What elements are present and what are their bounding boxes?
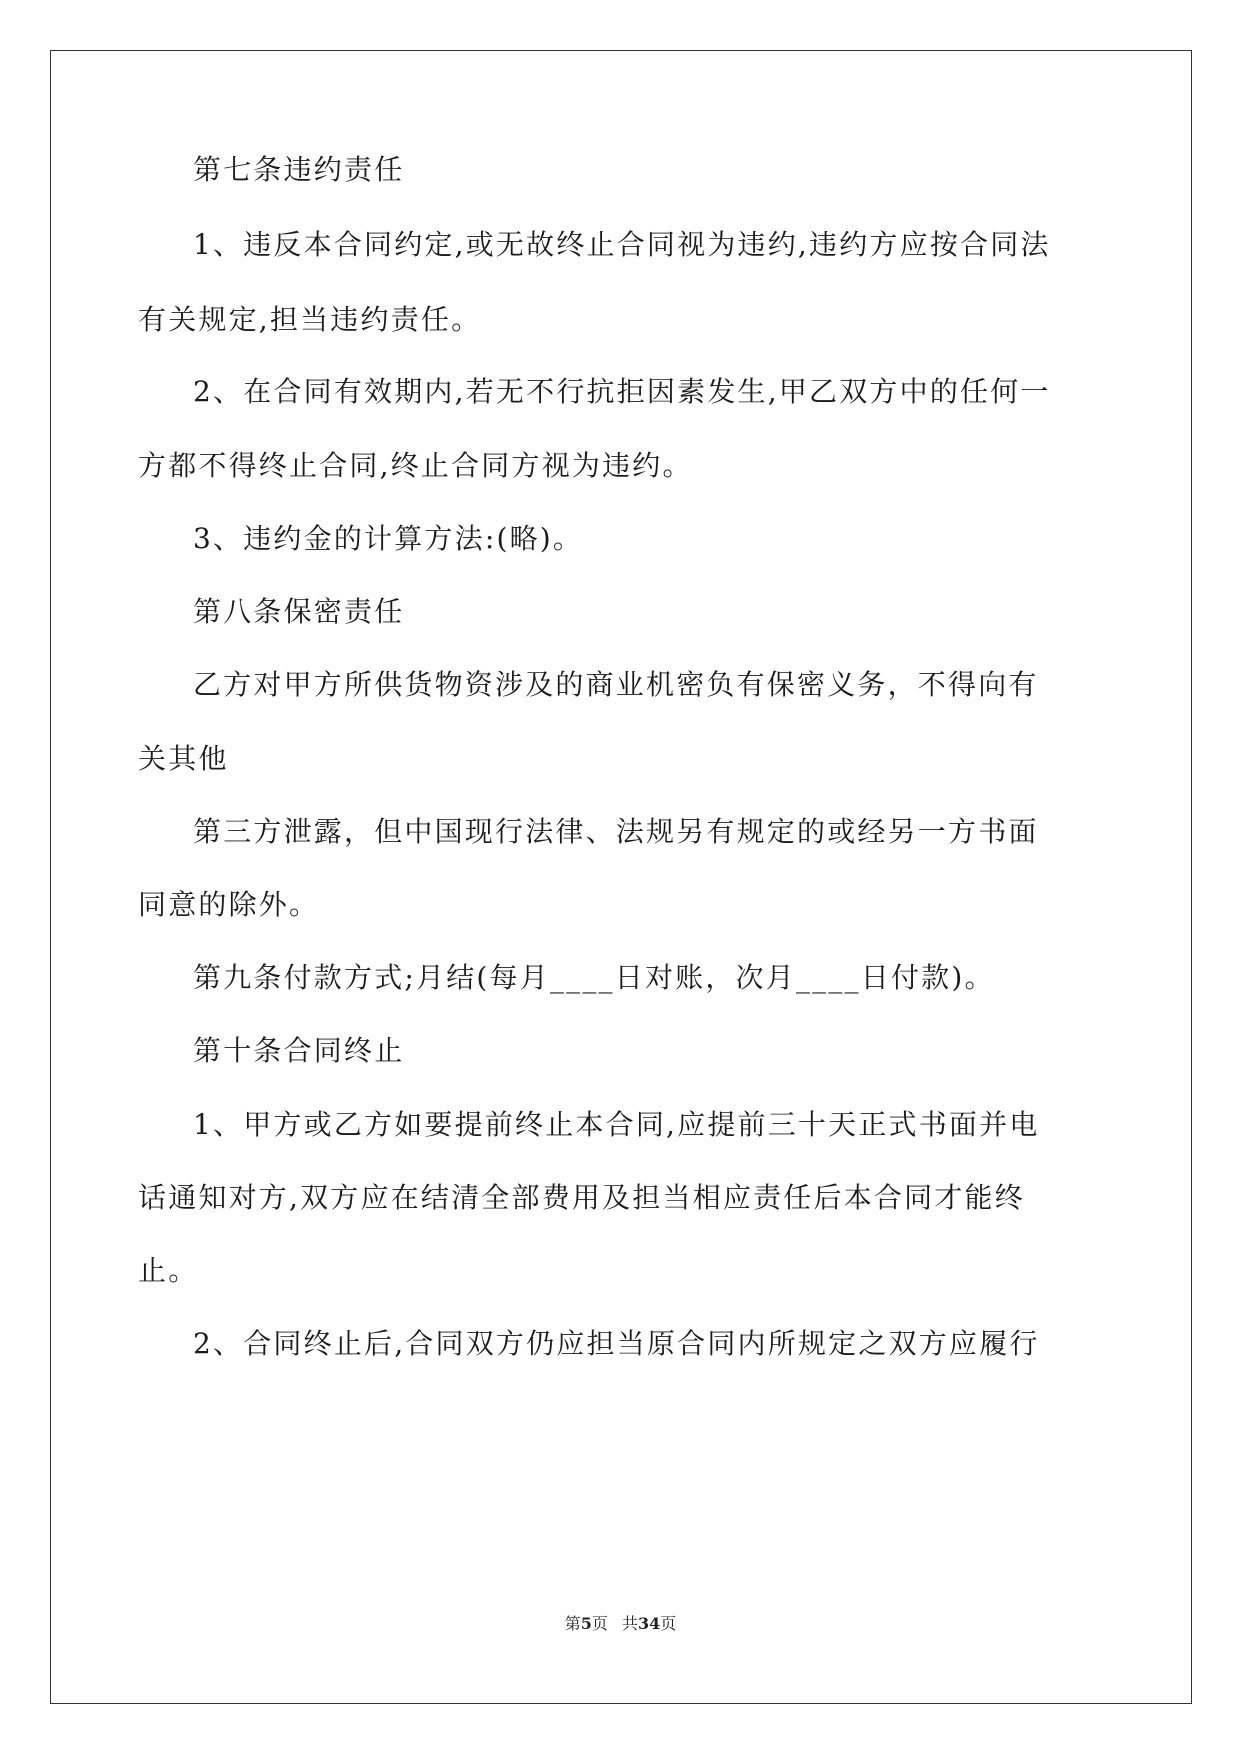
section-heading-9: 第九条付款方式;月结(每月____日对账，次月____日付款)。 (193, 961, 995, 994)
paragraph-line: 乙方对甲方所供货物资涉及的商业机密负有保密义务，不得向有 (193, 668, 1039, 701)
section-heading-7: 第七条违约责任 (193, 153, 405, 186)
section-heading-8: 第八条保密责任 (193, 595, 405, 628)
paragraph-line: 1、甲方或乙方如要提前终止本合同,应提前三十天正式书面并电 (193, 1108, 1040, 1141)
paragraph-line: 1、违反本合同约定,或无故终止合同视为违约,违约方应按合同法 (193, 228, 1051, 261)
total-page-count: 34 (637, 1614, 661, 1633)
footer-prefix: 第 (564, 1614, 581, 1633)
paragraph-line: 第三方泄露，但中国现行法律、法规另有规定的或经另一方书面 (193, 815, 1039, 848)
paragraph-line: 止。 (138, 1254, 199, 1287)
page-border (50, 50, 1192, 1704)
footer-total-prefix: 共 (621, 1614, 638, 1633)
paragraph-line: 有关规定,担当违约责任。 (138, 303, 482, 336)
paragraph-line: 2、在合同有效期内,若无不行抗拒因素发生,甲乙双方中的任何一 (193, 375, 1051, 408)
paragraph-line: 同意的除外。 (138, 888, 320, 921)
section-heading-10: 第十条合同终止 (193, 1034, 405, 1067)
current-page-number: 5 (580, 1614, 592, 1633)
paragraph-line: 方都不得终止合同,终止合同方视为违约。 (138, 449, 693, 482)
paragraph-line: 3、违约金的计算方法:(略)。 (193, 522, 584, 555)
paragraph-line: 关其他 (138, 742, 229, 775)
footer-page-suffix: 页 (591, 1614, 608, 1633)
page-footer (0, 1612, 1241, 1636)
paragraph-line: 话通知对方,双方应在结清全部费用及担当相应责任后本合同才能终 (138, 1181, 1025, 1214)
footer-total-suffix: 页 (660, 1614, 677, 1633)
paragraph-line: 2、合同终止后,合同双方仍应担当原合同内所规定之双方应履行 (193, 1327, 1040, 1360)
